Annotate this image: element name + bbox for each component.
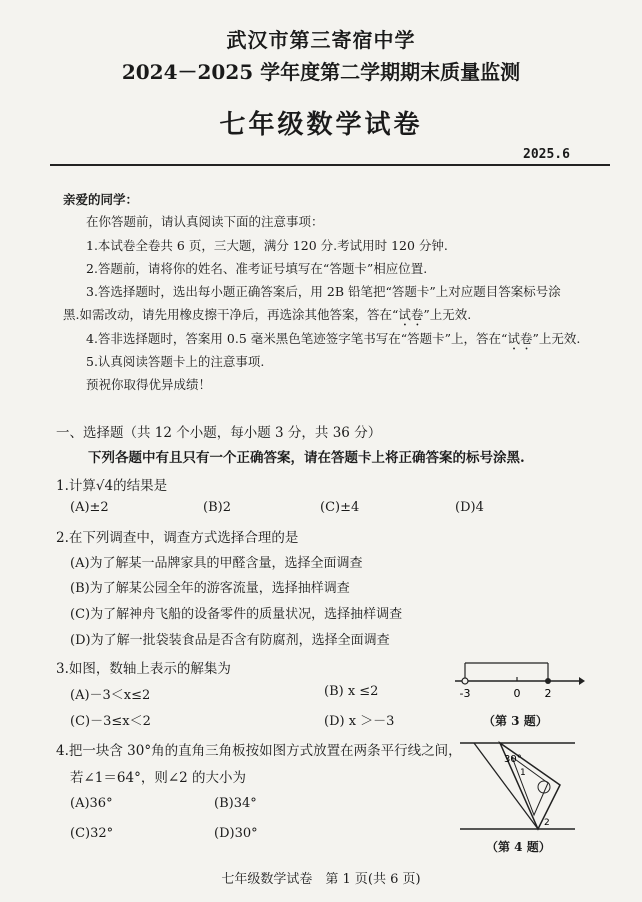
paper-title: 七年级数学试卷	[219, 110, 423, 140]
notice-greeting: 亲爱的同学：	[63, 192, 139, 207]
question-4-stem-line1: 4.把一块含 30°角的直角三角板按如图方式放置在两条平行线之间，	[56, 743, 462, 759]
tick-label: -3	[459, 687, 471, 700]
q3-option-d: (D) x ＞－3	[324, 714, 395, 729]
figure-4-caption: （第 4 题）	[486, 840, 551, 854]
page-footer: 七年级数学试卷 第 1 页(共 6 页)	[221, 872, 421, 887]
notice-intro: 在你答题前，请认真阅读下面的注意事项：	[86, 214, 324, 229]
q2-option-c: (C)为了解神舟飞船的设备零件的质量状况，选择抽样调查	[70, 607, 403, 622]
section-instruction: 下列各题中有且只有一个正确答案，请在答题卡上将正确答案的标号涂黑.	[88, 450, 525, 466]
school-name: 武汉市第三寄宿中学	[226, 28, 416, 52]
q3-option-b: (B) x ≤2	[324, 684, 379, 699]
term-title: 2024－2025 学年度第二学期期末质量监测	[121, 60, 521, 84]
question-1-stem: 1.计算√4的结果是	[56, 478, 168, 494]
closed-endpoint	[545, 678, 551, 684]
q1-option-a: (A)±2	[70, 500, 109, 515]
q2-option-a: (A)为了解某一品牌家具的甲醛含量，选择全面调查	[70, 556, 363, 571]
angle-label-1: 1	[520, 768, 526, 778]
tick-label: 2	[544, 687, 552, 700]
notice-item-3b: 黑.如需改动，请先用橡皮擦干净后，再选涂其他答案，答在“试卷”上无效.	[63, 307, 472, 322]
angle-label-2: 2	[544, 818, 550, 828]
q4-option-a: (A)36°	[70, 796, 113, 811]
number-line-figure	[455, 653, 585, 711]
header-divider	[50, 164, 610, 166]
notice-wish: 预祝你取得优异成绩！	[86, 377, 212, 392]
exam-date: 2025.6	[523, 147, 570, 162]
q3-option-c: (C)－3≤x＜2	[70, 714, 151, 729]
notice-item-3a: 3.答选择题时，选出每小题正确答案后，用 2B 铅笔把“答题卡”上对应题目答案标号涂	[86, 284, 561, 299]
sqrt-expression: √4	[95, 478, 114, 494]
triangle-ruler-figure	[460, 735, 580, 835]
notice-item-1: 1.本试卷全卷共 6 页，三大题，满分 120 分.考试用时 120 分钟.	[86, 238, 448, 253]
emphasis-dot-text: 试卷	[398, 307, 424, 322]
q4-option-d: (D)30°	[214, 826, 258, 841]
q2-option-b: (B)为了解某公园全年的游客流量，选择抽样调查	[70, 581, 350, 596]
open-endpoint	[462, 678, 468, 684]
question-2-stem: 2.在下列调查中，调查方式选择合理的是	[56, 530, 299, 546]
q1-option-d: (D)4	[455, 500, 484, 515]
q1-option-b: (B)2	[203, 500, 231, 515]
tick-label: 0	[513, 687, 521, 700]
q4-option-c: (C)32°	[70, 826, 114, 841]
notice-item-4: 4.答非选择题时，答案用 0.5 毫米黑色笔迹签字笔书写在“答题卡”上，答在“试卷”上无效.	[86, 331, 581, 346]
question-3-stem: 3.如图，数轴上表示的解集为	[56, 661, 231, 677]
q2-option-d: (D)为了解一批袋装食品是否含有防腐剂，选择全面调查	[70, 633, 390, 648]
q4-option-b: (B)34°	[214, 796, 257, 811]
q3-option-a: (A)－3＜x≤2	[70, 688, 151, 703]
angle-label-30: 30°	[504, 754, 522, 765]
notice-item-5: 5.认真阅读答题卡上的注意事项.	[86, 354, 265, 369]
notice-item-2: 2.答题前，请将你的姓名、准考证号填写在“答题卡”相应位置.	[86, 261, 428, 276]
emphasis-dot-text: 试卷	[507, 331, 533, 346]
figure-3-caption: （第 3 题）	[483, 714, 548, 728]
q1-option-c: (C)±4	[320, 500, 360, 515]
question-4-stem-line2: 若∠1＝64°，则∠2 的大小为	[70, 770, 247, 786]
section-heading: 一、选择题（共 12 个小题，每小题 3 分，共 36 分）	[56, 425, 382, 441]
